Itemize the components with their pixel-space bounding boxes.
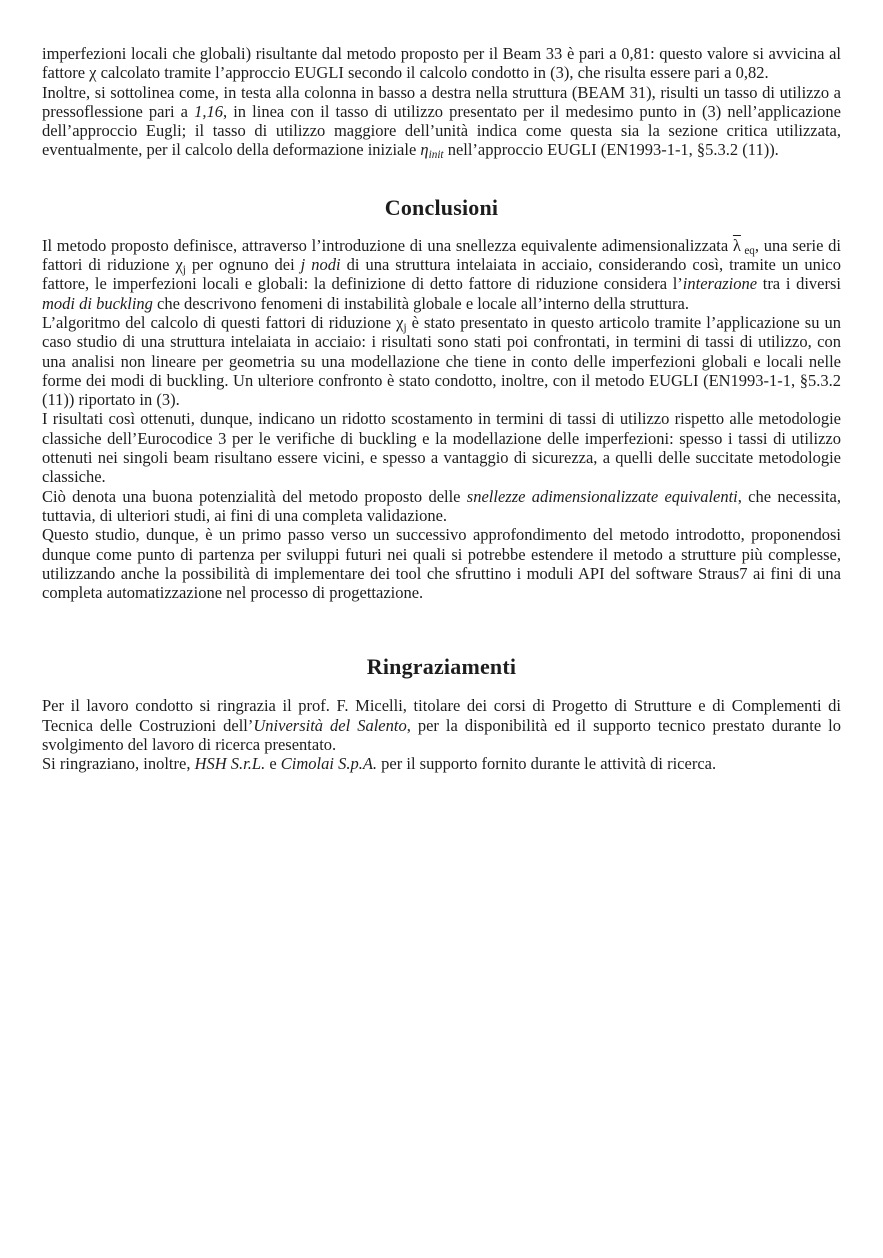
subscript-run: eq xyxy=(740,244,755,257)
paragraph xyxy=(42,487,841,526)
text-run: tra i diversi xyxy=(757,274,841,294)
text-run: L’algoritmo del calcolo di questi fattori di riduzione χ xyxy=(42,312,404,332)
text-run: modi di buckling xyxy=(42,293,153,313)
subscript-run: j xyxy=(182,263,186,276)
text-run: per ognuno dei xyxy=(185,255,301,275)
text-run: η xyxy=(420,140,429,160)
text-run: Questo studio, dunque, è un primo passo verso un successivo approfondimento del metodo introdotto, proponendosi dunque come punto di partenza per sviluppi futuri nei quali si potrebbe estendere il metodo a strutture più complesse, utilizzando anche la possibilità di implementare dei tool che sfruttino i moduli API del software Straus7 ai fini di una completa automatizzazione nel processo di progettazione. xyxy=(42,525,841,603)
text-run: imperfezioni locali che globali) risultante dal metodo proposto per il Beam 33 è pari a 0,81: questo valore si avvicina al fattore χ calcolato tramite l’approccio EUGLI secondo il calcolo condotto in (3), che risulta essere pari a 0,82. xyxy=(42,44,841,83)
text-run: di una struttura intelaiata in acciaio, considerando così, tramite un unico fattore, le imperfezioni locali e globali: la definizione di detto fattore di riduzione considera l’ xyxy=(42,255,841,294)
intro-paragraphs xyxy=(42,44,841,160)
paragraph xyxy=(42,696,841,754)
text-run: I risultati così ottenuti, dunque, indicano un ridotto scostamento in termini di tassi di utilizzo rispetto alle metodologie classiche dell’Eurocodice 3 per le verifiche di buckling e la modellazione delle imperfezioni: spesso i tassi di utilizzo ottenuti nei singoli beam risultano essere vicini, e spesso a vantaggio di sicurezza, a quelli delle succitate metodologie classiche. xyxy=(42,409,841,487)
subscript-run: j xyxy=(403,321,407,334)
paragraph xyxy=(42,525,841,602)
text-run: , in linea con il tasso di utilizzo presentato per il medesimo punto in (3) nell’applicazione dell’approccio Eugli; il tasso di utilizzo maggiore dell’unità indica come questa sia la sezione critica utilizzata, eventualmente, per il calcolo della deformazione iniziale xyxy=(42,101,841,160)
paragraph xyxy=(42,83,841,160)
paragraph xyxy=(42,754,841,773)
ringraziamenti-paragraphs xyxy=(42,696,841,773)
text-run: snellezze adimensionalizzate equivalenti xyxy=(466,486,738,506)
text-run: è stato presentato in questo articolo tramite l’applicazione su un caso studio di una struttura intelaiata in acciaio: i risultati sono stati poi confrontati, in termini di tassi di utilizzo, con una analisi non lineare per geometria su una modellazione che tiene in conto delle imperfezioni globali e locali nelle forme dei modi di buckling. Un ulteriore confronto è stato condotto, inoltre, con il metodo EUGLI (EN1993-1-1, §5.3.2 (11)) riportato in (3). xyxy=(42,312,841,410)
text-run: Inoltre, si sottolinea come, in testa alla colonna in basso a destra nella struttura (BEAM 31), risulti un tasso di utilizzo a pressoflessione pari a xyxy=(42,82,841,121)
text-run: Università del Salento xyxy=(253,715,407,735)
text-run: e xyxy=(265,754,281,774)
text-run: interazione xyxy=(682,274,758,294)
text-run: Si ringraziano, inoltre, xyxy=(42,754,195,774)
conclusioni-paragraphs xyxy=(42,236,841,603)
text-run: Per il lavoro condotto si ringrazia il prof. F. Micelli, titolare dei corsi di Progetto di Strutture e di Complementi di Tecnica delle Costruzioni dell’ xyxy=(42,696,841,735)
text-run: Cimolai S.p.A. xyxy=(280,754,378,774)
text-run: HSH S.r.L. xyxy=(194,754,266,774)
text-run: Ciò denota una buona potenzialità del metodo proposto delle xyxy=(42,486,467,506)
text-run: , che necessita, tuttavia, di ulteriori studi, ai fini di una completa validazione. xyxy=(42,486,841,525)
text-run: 1,16 xyxy=(194,101,223,121)
section-intro xyxy=(42,44,841,160)
text-run: , per la disponibilità ed il supporto tecnico prestato durante lo svolgimento del lavoro di ricerca presentato. xyxy=(42,715,842,755)
paragraph xyxy=(42,313,841,409)
conclusioni-heading: Conclusioni xyxy=(384,194,499,220)
lambda-bar-symbol: $\overline{\lambda}$ xyxy=(732,235,741,255)
text-run: che descrivono fenomeni di instabilità globale e locale all’interno della struttura. xyxy=(152,293,689,313)
text-run: j nodi xyxy=(300,255,341,275)
ringraziamenti-heading: Ringraziamenti xyxy=(366,654,517,680)
section-conclusioni xyxy=(42,195,841,603)
paragraph xyxy=(42,409,841,486)
text-run: per il supporto fornito durante le attività di ricerca. xyxy=(377,754,717,774)
text-run: nell’approccio EUGLI (EN1993-1-1, §5.3.2 (11)). xyxy=(443,140,779,160)
section-ringraziamenti xyxy=(42,654,841,773)
paragraph xyxy=(42,44,841,83)
paragraph xyxy=(42,236,841,313)
text-run: Il metodo proposto definisce, attraverso l’introduzione di una snellezza equivalente adimensionalizzata xyxy=(42,235,733,255)
subscript-run: init xyxy=(428,149,444,162)
text-run: , una serie di fattori di riduzione χ xyxy=(42,235,841,275)
